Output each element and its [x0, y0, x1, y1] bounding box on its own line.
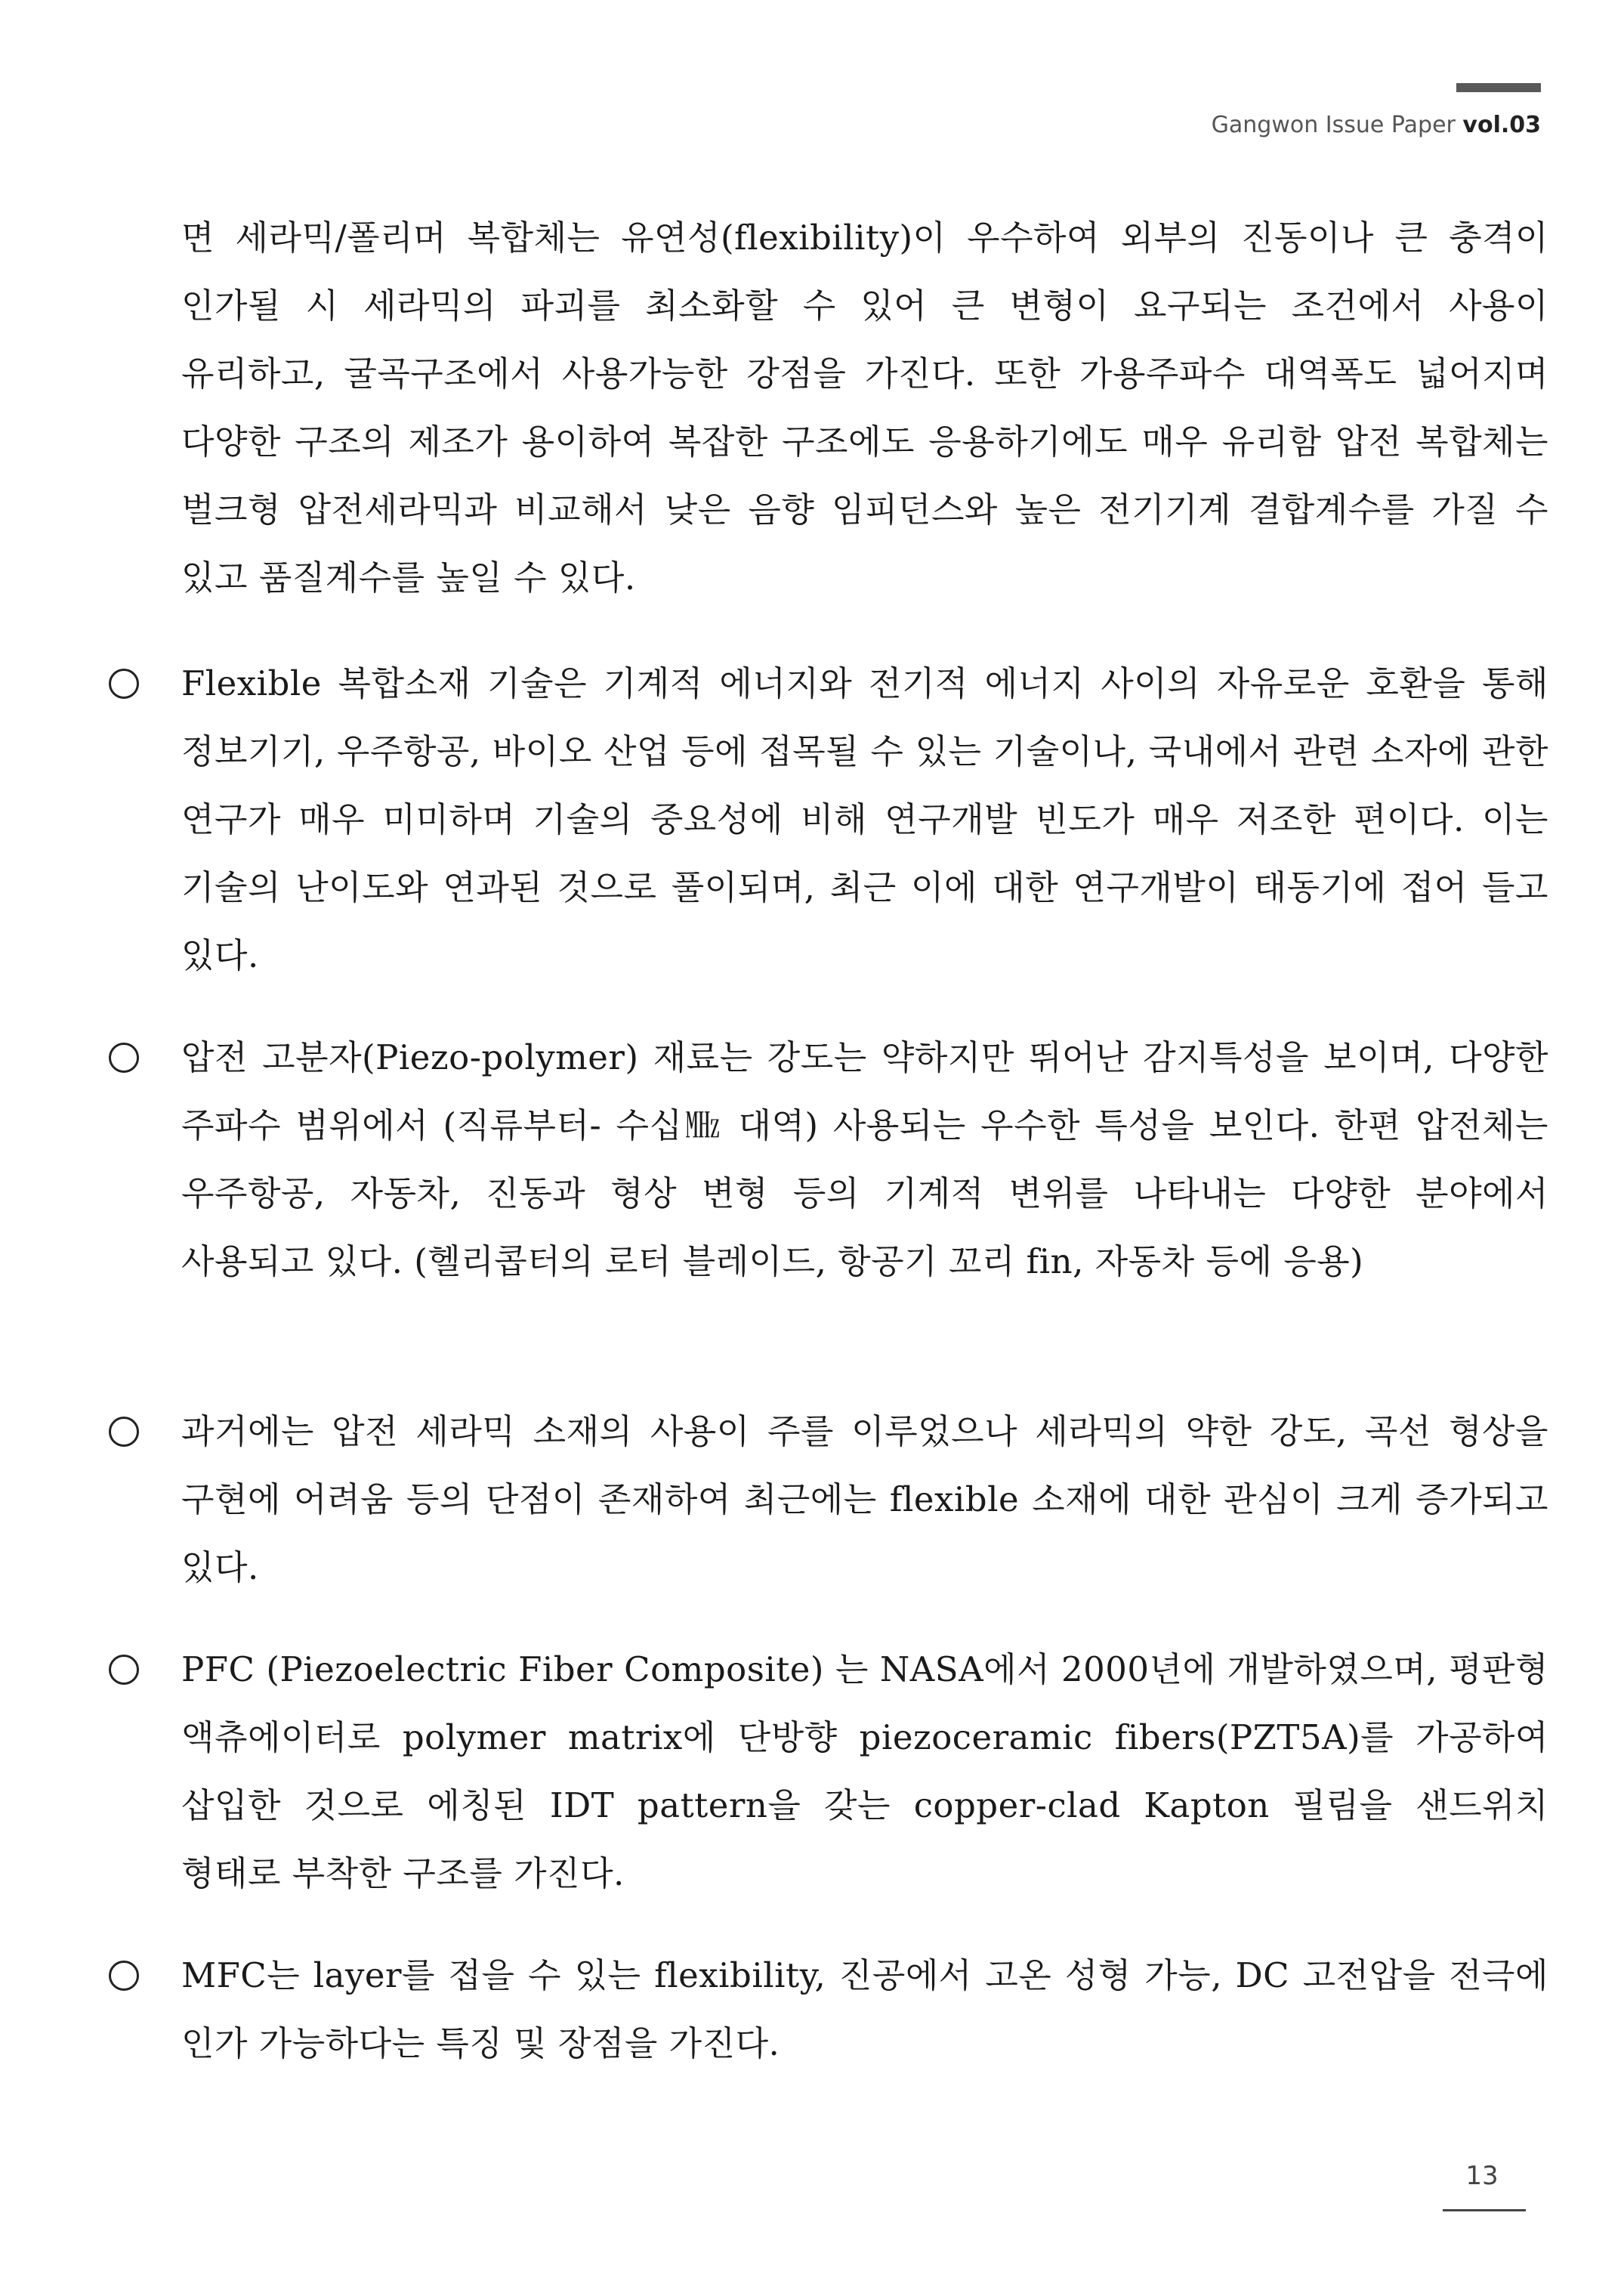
- publication-title: Gangwon Issue Paper: [1211, 112, 1463, 138]
- circle-bullet-icon: [109, 1961, 139, 1991]
- running-header: [1212, 112, 1541, 138]
- circle-bullet-icon: [109, 1655, 139, 1685]
- paragraph-text: MFC는 layer를 접을 수 있는 flexibility, 진공에서 고온 성형 가능, DC 고전압을 전극에 인가 가능하다는 특징 및 장점을 가진다.: [181, 1955, 1548, 2063]
- paragraph-text: 과거에는 압전 세라믹 소재의 사용이 주를 이루었으나 세라믹의 약한 강도, 곡선 형상을 구현에 어려움 등의 단점이 존재하여 최근에는 flexible 소재에 대한 관심이 크게 증가되고 있다.: [181, 1411, 1548, 1587]
- paragraph-text: PFC (Piezoelectric Fiber Composite) 는 NASA에서 2000년에 개발하였으며, 평판형 액츄에이터로 polymer matrix에 단방향 piezoceramic fibers(PZT5A)를 가공하여 삽입한 것으로 에칭된 IDT pattern을 갖는 copper-clad Kapton 필림을 샌드위치 형태로 부착한 구조를 가진다.: [181, 1649, 1548, 1893]
- circle-bullet-icon: [109, 1043, 139, 1073]
- circle-bullet-icon: [109, 669, 139, 699]
- paragraph-text: 면 세라믹/폴리머 복합체는 유연성(flexibility)이 우수하여 외부의 진동이나 큰 충격이 인가될 시 세라믹의 파괴를 최소화할 수 있어 큰 변형이 요구되는 조건에서 사용이 유리하고, 굴곡구조에서 사용가능한 강점을 가진다. 또한 가용주파수 대역폭도 넓어지며 다양한 구조의 제조가 용이하여 복잡한 구조에도 응용하기에도 매우 유리함 압전 복합체는 벌크형 압전세라믹과 비교해서 낮은 음향 임피던스와 높은 전기기계 결합계수를 가질 수 있고 품질계수를 높일 수 있다.: [181, 218, 1548, 598]
- volume-label: vol.03: [1462, 112, 1541, 138]
- footer-rule: [1443, 2209, 1526, 2211]
- header-rule: [1456, 83, 1541, 92]
- paragraph-text: 압전 고분자(Piezo-polymer) 재료는 강도는 약하지만 뛰어난 감지특성을 보이며, 다양한 주파수 범위에서 (직류부터- 수십㎒ 대역) 사용되는 우수한 특성을 보인다. 한편 압전체는 우주항공, 자동차, 진동과 형상 변형 등의 기계적 변위를 나타내는 다양한 분야에서 사용되고 있다. (헬리콥터의 로터 블레이드, 항공기 꼬리 fin, 자동차 등에 응용): [181, 1037, 1548, 1281]
- page-number: 13: [1465, 2161, 1499, 2191]
- circle-bullet-icon: [109, 1417, 139, 1447]
- paragraph-text: Flexible 복합소재 기술은 기계적 에너지와 전기적 에너지 사이의 자유로운 호환을 통해 정보기기, 우주항공, 바이오 산업 등에 접목될 수 있는 기술이나, 국내에서 관련 소자에 관한 연구가 매우 미미하며 기술의 중요성에 비해 연구개발 빈도가 매우 저조한 편이다. 이는 기술의 난이도와 연과된 것으로 풀이되며, 최근 이에 대한 연구개발이 태동기에 접어 들고 있다.: [181, 663, 1548, 975]
